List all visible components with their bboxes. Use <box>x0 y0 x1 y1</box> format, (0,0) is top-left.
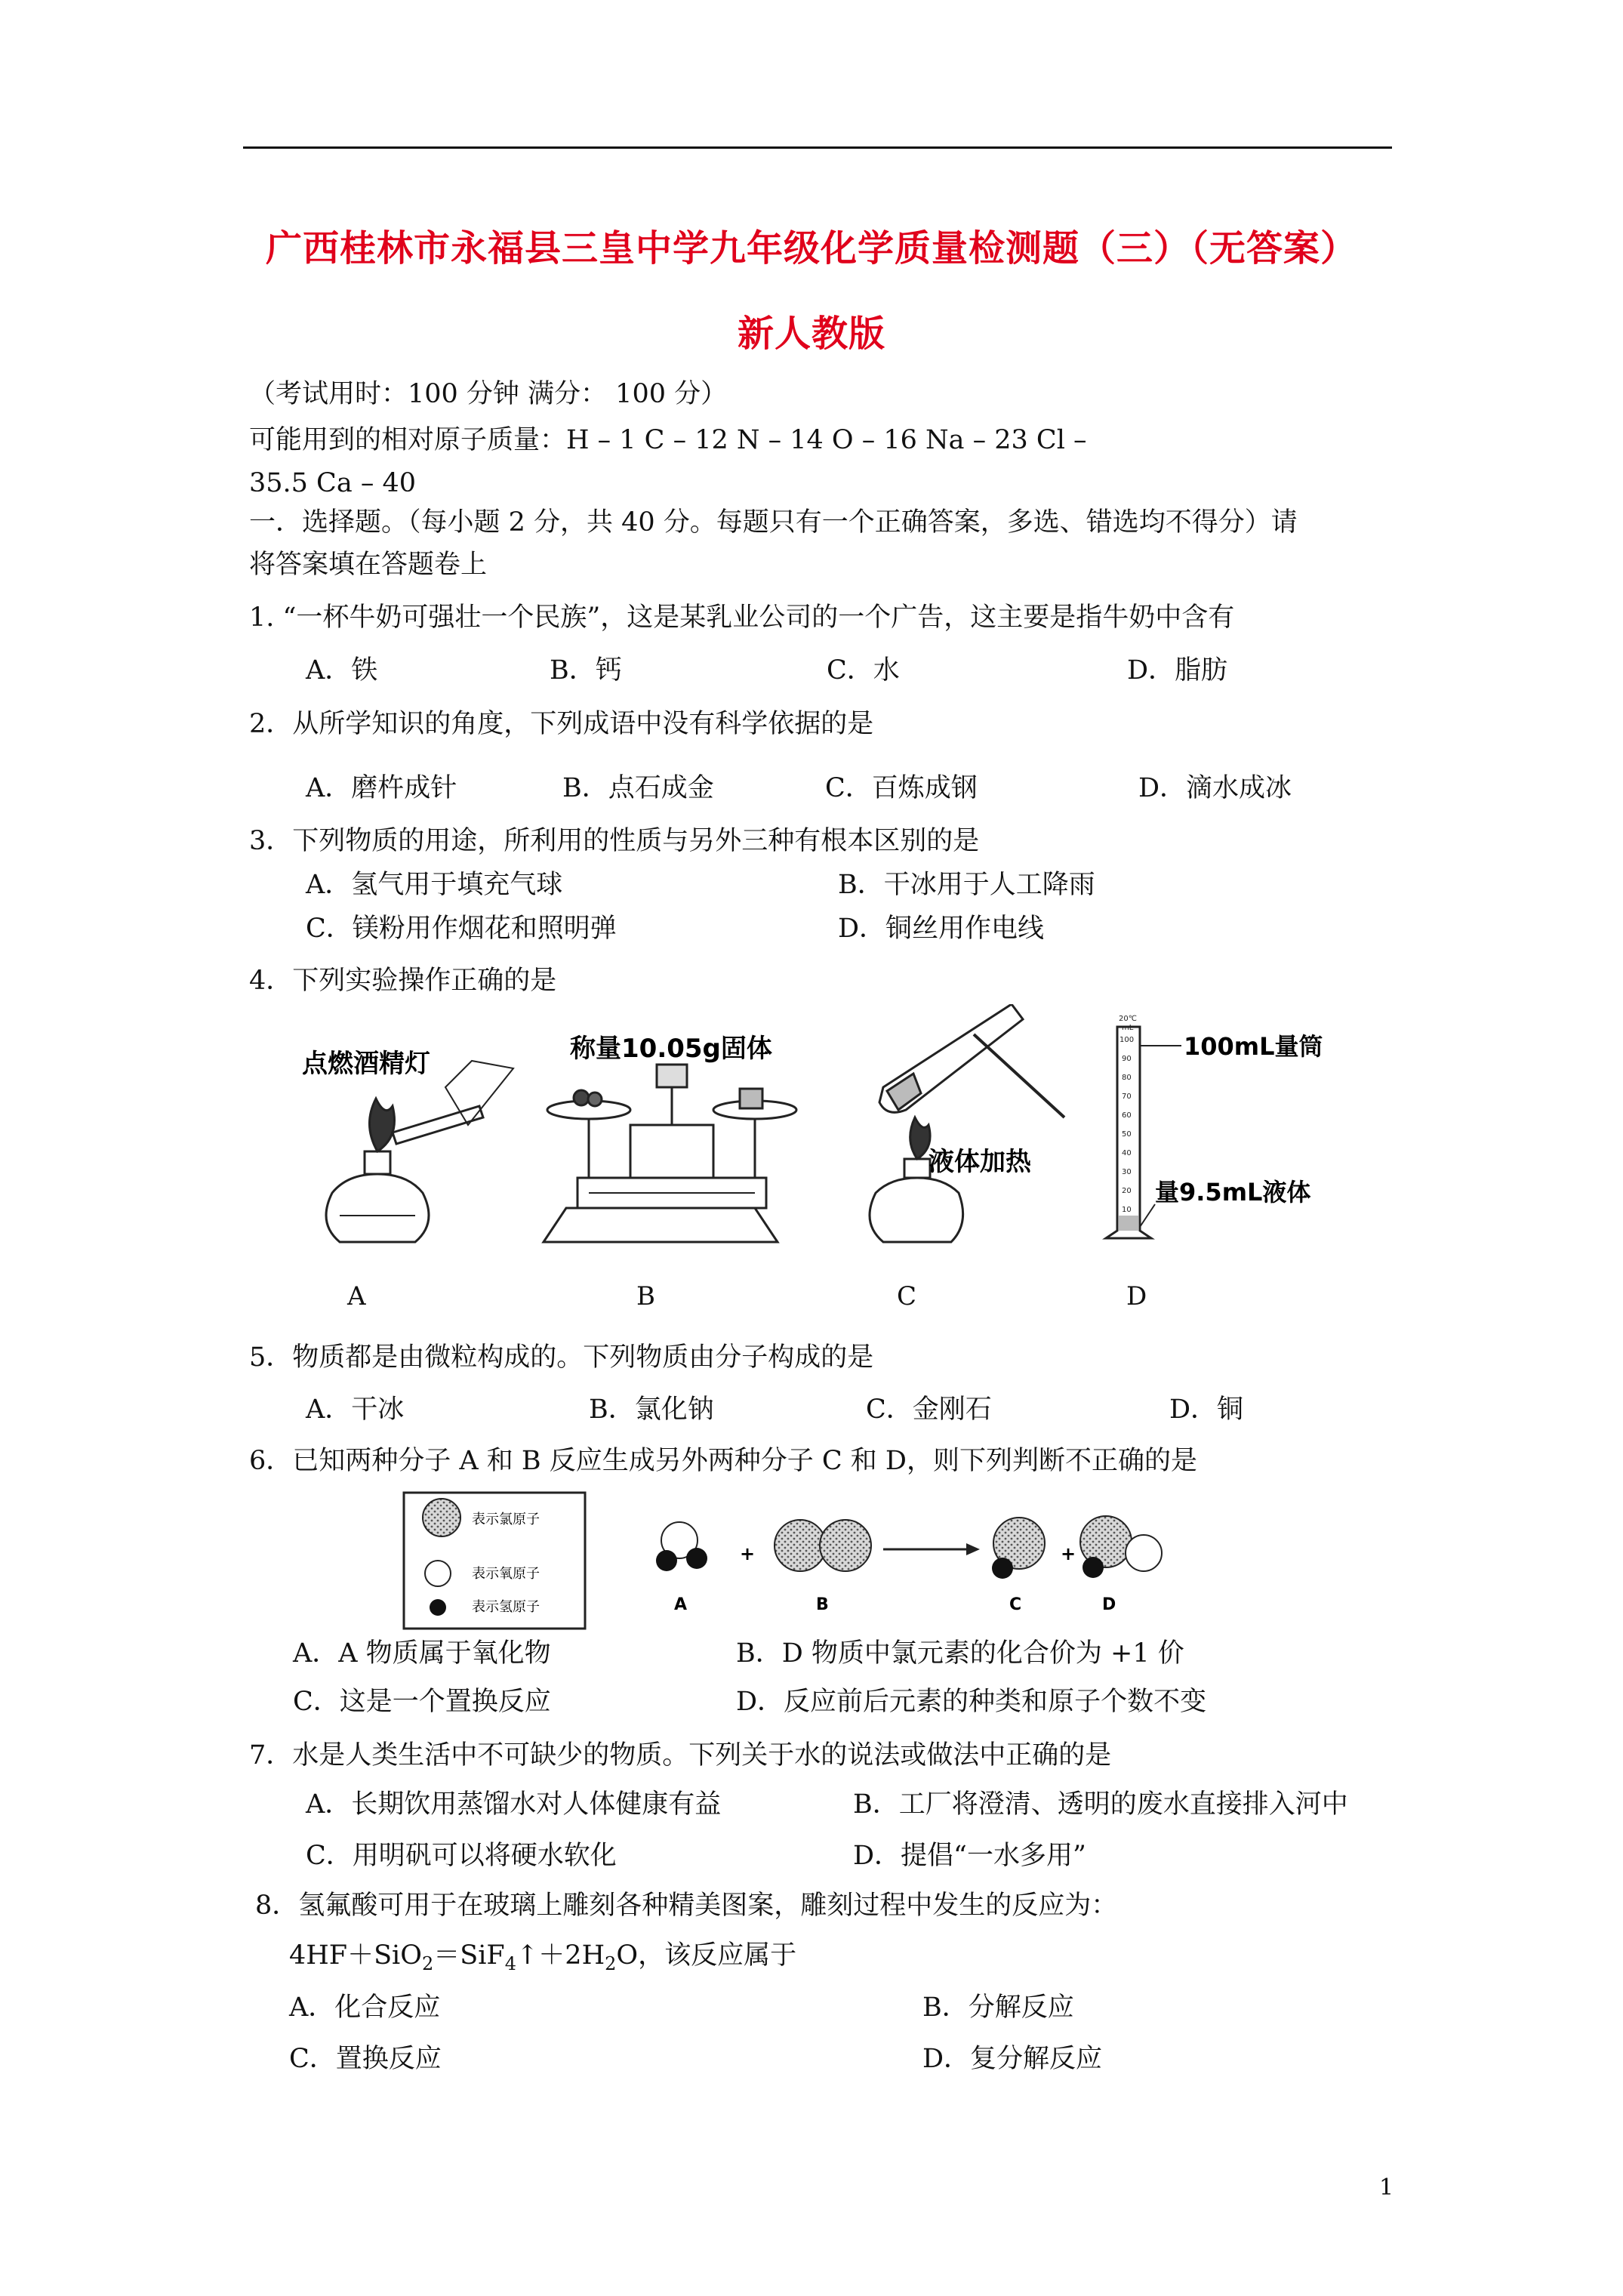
question-5: 5．物质都是由微粒构成的。下列物质由分子构成的是 <box>249 1342 874 1373</box>
q6-option-a: A．A 物质属于氧化物 <box>293 1638 551 1669</box>
fig-label-heat: 液体加热 <box>929 1147 1031 1177</box>
equation-subscript-2: 4 <box>504 1953 516 1974</box>
question-7: 7．水是人类生活中不可缺少的物质。下列关于水的说法或做法中正确的是 <box>249 1740 1112 1771</box>
hydrogen-atom-legend-icon <box>430 1599 446 1616</box>
q5-option-a: A．干冰 <box>306 1395 405 1425</box>
cylinder-pointer-bottom <box>1140 1204 1155 1227</box>
legend-chlorine: 表示氯原子 <box>472 1512 540 1527</box>
q1-option-d: D．脂肪 <box>1127 655 1228 686</box>
fig-label-cylinder: 100mL量筒 <box>1184 1032 1323 1061</box>
cylinder-mark-80: 80 <box>1122 1074 1132 1082</box>
cylinder-mark-temp: 20℃ <box>1119 1015 1137 1023</box>
q1-option-a: A．铁 <box>306 655 378 686</box>
page-subtitle: 新人教版 <box>737 313 885 355</box>
page-number: 1 <box>1379 2174 1394 2201</box>
q7-option-c: C．用明矾可以将硬水软化 <box>306 1841 617 1871</box>
molecule-a <box>656 1522 707 1571</box>
equation-part-1: 4HF＋SiO <box>289 1940 422 1971</box>
cylinder-mark-70: 70 <box>1122 1093 1132 1101</box>
molecule-b <box>775 1520 871 1571</box>
molecule-label-c: C <box>1009 1595 1022 1614</box>
q3-option-b: B．干冰用于人工降雨 <box>838 870 1095 900</box>
legend-hydrogen: 表示氢原子 <box>472 1599 540 1615</box>
q2-option-b: B．点石成金 <box>562 773 714 803</box>
q2-option-c: C．百炼成钢 <box>825 773 978 803</box>
question-6: 6．已知两种分子 A 和 B 反应生成另外两种分子 C 和 D，则下列判断不正确的是 <box>249 1446 1197 1476</box>
cylinder-mark-20: 20 <box>1122 1187 1132 1195</box>
q8-option-a: A．化合反应 <box>289 1992 441 2023</box>
q4-caption-b: B <box>636 1281 655 1311</box>
question-2: 2．从所学知识的角度，下列成语中没有科学依据的是 <box>249 709 874 739</box>
chlorine-atom-legend-icon <box>423 1499 460 1536</box>
q2-option-a: A．磨杵成针 <box>306 773 457 803</box>
atomic-mass-line-1: 可能用到的相对原子质量：H – 1 C – 12 N – 14 O – 16 Na – 23 Cl – <box>249 425 1087 455</box>
question-3: 3．下列物质的用途，所利用的性质与另外三种有根本区别的是 <box>249 826 980 856</box>
q8-option-b: B．分解反应 <box>922 1992 1074 2023</box>
molecule-label-b: B <box>816 1595 829 1614</box>
q7-option-a: A．长期饮用蒸馏水对人体健康有益 <box>306 1789 722 1820</box>
legend-oxygen: 表示氧原子 <box>472 1566 540 1582</box>
plus-sign-1: + <box>740 1543 756 1564</box>
q5-option-b: B．氯化钠 <box>589 1395 714 1425</box>
page-title: 广西桂林市永福县三皇中学九年级化学质量检测题（三）（无答案） <box>265 227 1357 270</box>
atomic-mass-line-2: 35.5 Ca – 40 <box>249 468 416 498</box>
q7-option-d: D．提倡“一水多用” <box>853 1841 1086 1871</box>
fig-label-light-lamp: 点燃酒精灯 <box>302 1049 430 1079</box>
q6-figure <box>400 1489 1170 1640</box>
cylinder-mark-50: 50 <box>1122 1130 1132 1139</box>
q8-option-c: C．置换反应 <box>289 2044 442 2074</box>
balance-illustration <box>544 1065 796 1242</box>
q3-option-d: D．铜丝用作电线 <box>838 914 1045 944</box>
molecule-c <box>992 1518 1045 1579</box>
q7-option-b: B．工厂将澄清、透明的废水直接排入河中 <box>853 1789 1348 1820</box>
q6-option-b: B．D 物质中氯元素的化合价为 +1 价 <box>736 1638 1184 1669</box>
q2-option-d: D．滴水成冰 <box>1138 773 1292 803</box>
cylinder-mark-100: 100 <box>1119 1036 1135 1044</box>
cylinder-mark-unit: mL <box>1122 1024 1134 1032</box>
question-4: 4．下列实验操作正确的是 <box>249 966 557 996</box>
question-1: 1. “一杯牛奶可强壮一个民族”，这是某乳业公司的一个广告，这主要是指牛奶中含有 <box>249 603 1235 633</box>
reaction-arrow-icon <box>883 1543 980 1555</box>
fig-label-measure: 量9.5mL液体 <box>1155 1178 1311 1207</box>
cylinder-mark-30: 30 <box>1122 1168 1132 1176</box>
molecule-d <box>1080 1516 1162 1578</box>
q5-option-d: D．铜 <box>1169 1395 1244 1425</box>
equation-part-3: ↑＋2H <box>516 1940 605 1971</box>
q4-caption-d: D <box>1126 1281 1147 1311</box>
fig-label-weigh: 称量10.05g固体 <box>570 1034 772 1064</box>
section-heading: 一．选择题。（每小题 2 分，共 40 分。每题只有一个正确答案，多选、错选均不得分）请 <box>249 507 1298 538</box>
equation-subscript-3: 2 <box>605 1953 617 1974</box>
q1-option-c: C．水 <box>827 655 900 686</box>
cylinder-mark-90: 90 <box>1122 1055 1132 1063</box>
question-8: 8．氢氟酸可用于在玻璃上雕刻各种精美图案，雕刻过程中发生的反应为： <box>255 1891 1118 1921</box>
cylinder-mark-60: 60 <box>1122 1111 1132 1120</box>
q8-option-d: D．复分解反应 <box>922 2044 1103 2074</box>
q1-option-b: B．钙 <box>550 655 622 686</box>
equation-part-4: O，该反应属于 <box>616 1940 797 1971</box>
q4-figure <box>287 1004 1359 1261</box>
alcohol-lamp-lighting-illustration <box>326 1061 513 1242</box>
q6-option-d: D．反应前后元素的种类和原子个数不变 <box>736 1687 1207 1717</box>
exam-time: （考试用时：100 分钟 满分： 100 分） <box>249 379 728 409</box>
q3-option-a: A．氢气用于填充气球 <box>306 870 563 900</box>
section-heading-cont: 将答案填在答题卷上 <box>249 550 488 580</box>
q4-caption-c: C <box>897 1281 917 1311</box>
q6-option-c: C．这是一个置换反应 <box>293 1687 551 1717</box>
cylinder-mark-10: 10 <box>1122 1206 1132 1214</box>
q5-option-c: C．金刚石 <box>866 1395 992 1425</box>
equation-part-2: ＝SiF <box>433 1940 505 1971</box>
oxygen-atom-legend-icon <box>425 1561 451 1586</box>
test-tube-heating-illustration <box>870 1004 1064 1242</box>
q4-caption-a: A <box>347 1281 366 1311</box>
q3-option-c: C．镁粉用作烟花和照明弹 <box>306 914 617 944</box>
plus-sign-2: + <box>1061 1543 1076 1564</box>
molecule-label-a: A <box>674 1595 688 1614</box>
equation-subscript-1: 2 <box>421 1953 434 1974</box>
cylinder-mark-40: 40 <box>1122 1149 1132 1157</box>
q8-equation <box>289 1939 796 1980</box>
top-rule <box>243 146 1392 149</box>
molecule-label-d: D <box>1102 1595 1116 1614</box>
